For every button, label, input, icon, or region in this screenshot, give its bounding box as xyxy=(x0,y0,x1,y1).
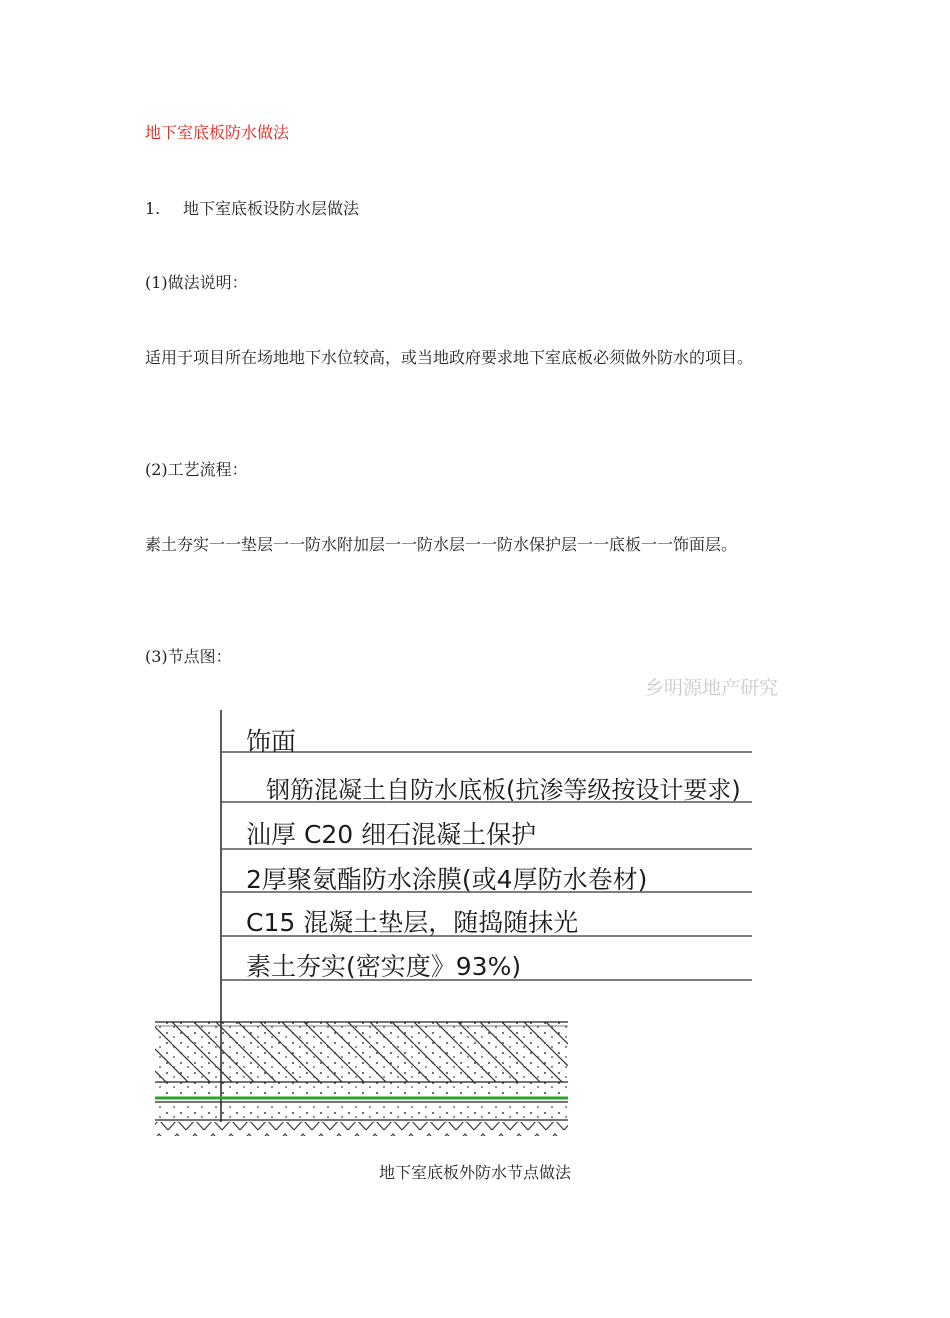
label-slab: 钢筋混凝土自防水底板(抗渗等级按设计要求) xyxy=(266,776,741,804)
compacted-soil xyxy=(155,1122,568,1136)
label-finish: 饰面 xyxy=(246,727,297,756)
section-title: 地下室底板设防水层做法 xyxy=(183,199,360,218)
figure-caption: 地下室底板外防水节点做法 xyxy=(378,1163,571,1182)
label-cushion: C15 混凝土垫层，随捣随抹光 xyxy=(246,908,579,937)
layer-section xyxy=(155,1022,568,1136)
description-body: 适用于项目所在场地地下水位较高，或当地政府要求地下室底板必须做外防水的项目。 xyxy=(145,348,754,367)
watermark-text: 乡明源地产研究 xyxy=(645,677,779,699)
label-protection: 汕厚 C20 细石混凝土保护 xyxy=(246,820,537,849)
doc-title: 地下室底板防水做法 xyxy=(145,123,290,142)
label-membrane: 2厚聚氨酯防水涂膜(或4厚防水卷材) xyxy=(246,865,648,894)
process-body: 素土夯实一一垫层一一防水附加层一一防水层一一防水保护层一一底板一一饰面层。 xyxy=(145,535,738,554)
protection-layer xyxy=(155,1082,568,1096)
section-number: 1. xyxy=(145,199,161,218)
subheading-description: (1)做法说明： xyxy=(145,273,248,292)
subheading-process: (2)工艺流程： xyxy=(145,460,248,479)
node-diagram xyxy=(150,670,870,1140)
subheading-node-diagram: (3)节点图： xyxy=(145,647,232,666)
cushion-layer xyxy=(155,1104,568,1120)
section-heading xyxy=(145,190,359,228)
label-soil: 素土夯实(密实度》93%) xyxy=(246,952,522,981)
